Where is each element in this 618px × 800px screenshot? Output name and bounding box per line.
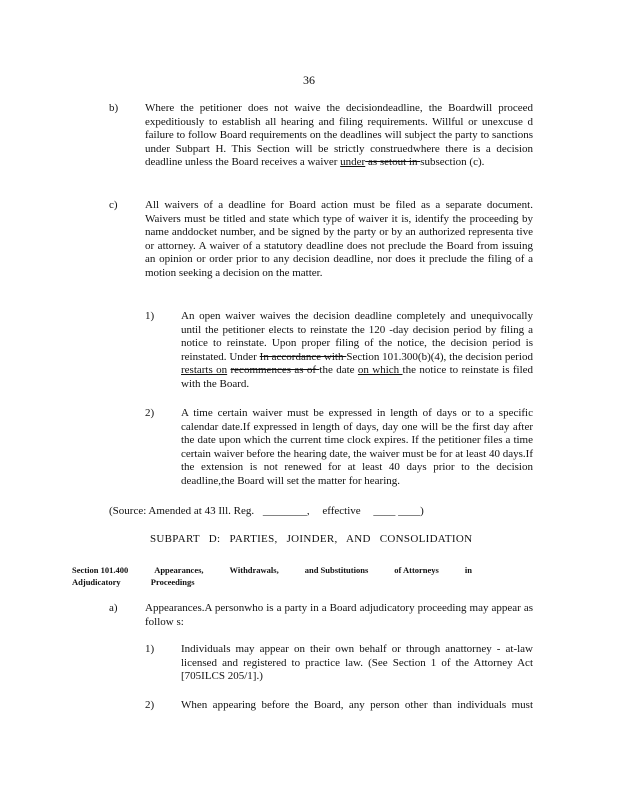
sub1-insertion-1: restarts on	[181, 364, 228, 377]
a2-text: When appearing before the Board, any person other than individuals must	[181, 699, 533, 711]
section-heading-line-2	[72, 576, 542, 588]
subpart-heading: SUBPART D: PARTIES, JOINDER, AND CONSOLIDATION	[150, 533, 473, 545]
sub1-text	[181, 310, 533, 392]
section-word-4: of Attorneys	[394, 565, 439, 575]
source-lead: (Source: Amended at 43 Ill. Reg.	[109, 505, 255, 517]
sub1-deletion-2: recommences as of	[230, 364, 320, 377]
section-word-1: Appearances,	[154, 565, 204, 575]
sub1-text-1: An open waiver waives the decision deadline completely and unequivocally until the petitioner elects to reinstate the 120 -day decision period by filing a notice to reinstate. Upon proper filing of the notice, the decision period is reinstated. Under	[181, 310, 533, 363]
a1-text: Individuals may appear on their own behalf or through anattorney - at-law licensed and registered to practice law. (See Section 1 of the Attorney Act [705ILCS 205/1].)	[181, 643, 533, 683]
sub1-text-4: the date	[319, 364, 358, 377]
source-note	[109, 505, 424, 517]
sub1-deletion-1: In accordance with	[259, 350, 347, 363]
para-a-text: Appearances.A personwho is a party in a Board adjudicatory proceeding may appear as follow s:	[145, 602, 533, 628]
section-word-2: Withdrawals,	[229, 565, 279, 575]
para-b-label: b)	[109, 102, 119, 114]
para-c-label: c)	[109, 199, 118, 211]
para-b-text	[145, 102, 533, 170]
source-blank-2: ____ ____)	[373, 505, 424, 517]
sub2-label: 2)	[145, 407, 155, 419]
sub2-text: A time certain waiver must be expressed in length of days or to a specific calendar date.If expressed in length of days, day one will be the first day after the date upon which the current time clock expires. If the petitioner files a time certain waiver before the hearing date, the waiver must be for at least 40 days.If the extension is not renewed for at least 40 days prior to the decision deadline,the Board will set the matter for hearing.	[181, 407, 533, 487]
page-number: 36	[303, 73, 315, 87]
section-line2-a: Adjudicatory	[72, 577, 121, 587]
sub1-label: 1)	[145, 310, 155, 322]
para-a-label: a)	[109, 602, 118, 614]
a1-label: 1)	[145, 643, 155, 655]
a2-label: 2)	[145, 699, 155, 711]
para-b-insertion: under	[340, 156, 366, 169]
source-effective: effective	[322, 505, 361, 517]
section-heading-line-1	[72, 564, 472, 576]
section-heading	[72, 564, 542, 588]
sub1-insertion-2: on which	[357, 364, 403, 377]
para-c-text: All waivers of a deadline for Board action must be filed as a separate document. Waivers must be titled and state which type of waiver it is, identify the proceeding by name anddocket number, and be signed by the party or by an authorized representa tive or attorney. A waiver of a statutory deadline does not preclude the Board from issuing an opinion or order prior to any decision deadline, nor does it preclude the filing of a motion seeking a decision on the matter.	[145, 199, 533, 279]
section-number: Section 101.400	[72, 565, 129, 575]
section-line2-b: Proceedings	[150, 577, 195, 587]
sub1-text-5: the notice to reinstate is filed with the Board.	[181, 364, 534, 390]
para-b-text-1: Where the petitioner does not waive the decisiondeadline, the Boardwill proceed expeditiously to establish all hearing and filing requirements. Willful or unexcuse d failure to follow Board requirements on the deadlines will subject the party to sanctions under Subpart H. This Section will be strictly construedwhere there is a decision deadline unless the Board receives a waiver	[145, 102, 533, 169]
source-blank-1: ________,	[262, 505, 310, 517]
para-b-text-2: subsection (c).	[420, 156, 485, 169]
section-word-5: in	[464, 565, 472, 575]
section-word-3: and Substitutions	[304, 565, 369, 575]
para-b-deletion: as setout in	[365, 156, 421, 169]
sub1-text-2: Section 101.300(b)(4), the decision period	[346, 350, 533, 363]
